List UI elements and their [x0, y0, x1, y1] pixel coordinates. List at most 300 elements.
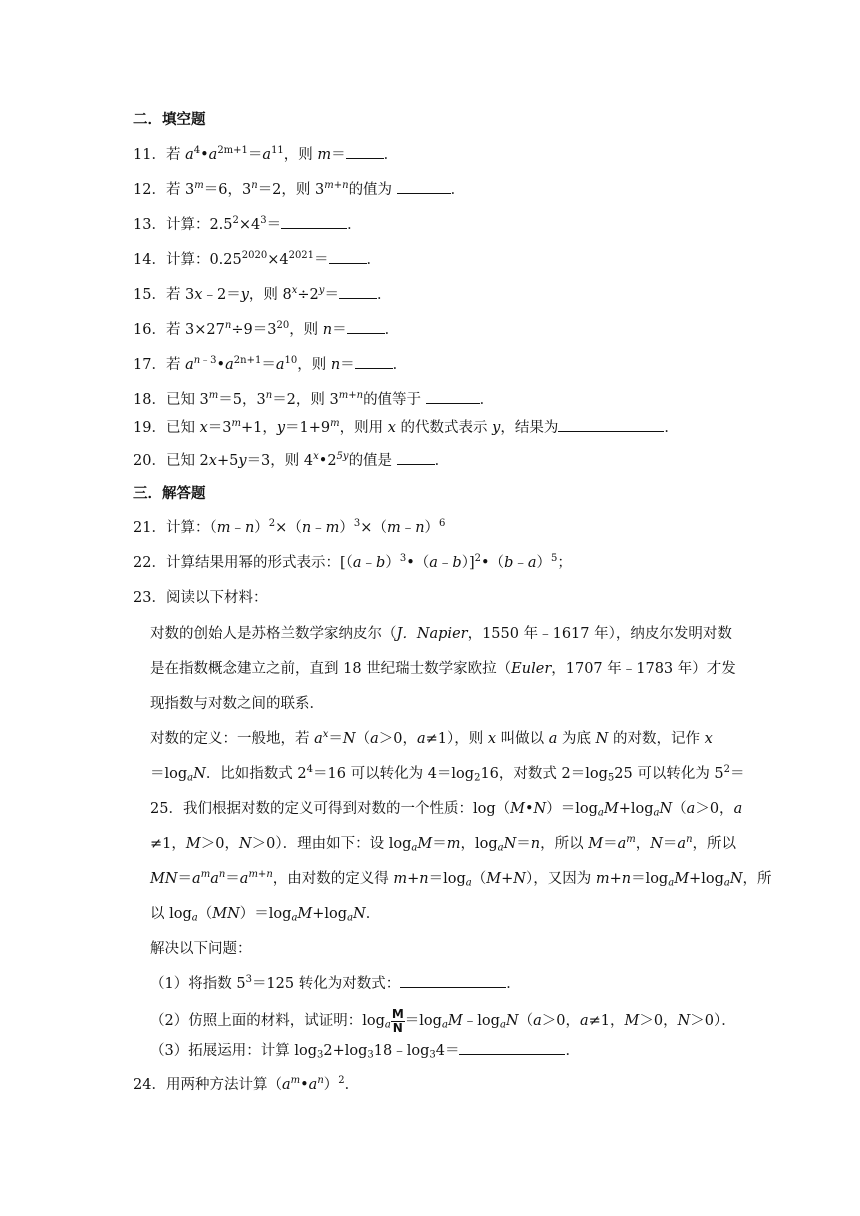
text: ＝ [603, 836, 618, 852]
var-M: M [486, 871, 502, 887]
question-21 [133, 518, 445, 538]
section-heading-fill: 二．填空题 [133, 112, 206, 128]
text: ，log [460, 836, 498, 852]
q-number: 20． [133, 453, 166, 469]
q-text: 若 3 [165, 287, 195, 303]
exp: n [224, 320, 232, 331]
text: 25 可以转化为 5 [614, 766, 724, 782]
text: ，1707 年﹣1783 年）才发 [551, 661, 736, 677]
text: ，由对数的定义得 [272, 871, 394, 887]
q-text: ﹣ [437, 555, 453, 571]
q-text: 计算：0.25 [165, 252, 242, 268]
q-text: ． [347, 217, 362, 233]
q-text: 若 3×27 [165, 322, 225, 338]
exp: n [686, 834, 693, 845]
var-b: b [376, 555, 386, 571]
text: + [609, 871, 622, 887]
exp: m+n [338, 390, 364, 401]
q-number: 24． [133, 1077, 166, 1093]
q-text: ． [434, 453, 450, 469]
var-a: a [192, 871, 201, 887]
exp: 2021 [288, 250, 315, 261]
question-15 [133, 285, 391, 305]
question-23 [133, 588, 267, 608]
exp: 4 [193, 145, 201, 156]
q-number: 23． [133, 590, 166, 606]
text: ＝ [516, 836, 531, 852]
var-a: a [275, 357, 285, 373]
exp: n [265, 390, 273, 401]
var-y: y [492, 420, 501, 436]
q-text: ，则用 [339, 420, 388, 436]
exp: 3 [399, 553, 407, 564]
q-number: 12． [133, 182, 166, 198]
q-text: ＝ [340, 357, 355, 373]
text: ＝16 可以转化为 4＝log [313, 766, 475, 782]
var-m: m [216, 520, 231, 536]
var-N: N [342, 731, 356, 747]
text: ＞0， [378, 731, 417, 747]
text: 以 log [150, 906, 192, 922]
q-text: 若 3 [165, 182, 195, 198]
q-text: ﹣ [311, 520, 326, 536]
q-text: • [216, 357, 226, 373]
var-N: N [503, 836, 517, 852]
text: ，所以 [540, 836, 589, 852]
var-a: a [208, 147, 218, 163]
text: ＞0， [200, 836, 239, 852]
text: ＞0， [541, 1013, 580, 1029]
q-number: 16． [133, 322, 166, 338]
text: （ [355, 731, 371, 747]
exp: 2n+1 [233, 355, 262, 366]
q-number: 22． [133, 555, 166, 571]
subquestion-3 [150, 1041, 580, 1061]
var-y: y [276, 420, 286, 436]
q-text: ＝5，3 [218, 392, 266, 408]
var-m: m [317, 147, 332, 163]
text: ﹣log [462, 1013, 500, 1029]
q-text: ＝2，则 3 [272, 392, 339, 408]
q-text: ×4 [267, 252, 289, 268]
exp: n [251, 180, 258, 191]
var-M: M [624, 1013, 640, 1029]
q-text: ． [384, 322, 400, 338]
text: 18﹣log [373, 1043, 430, 1059]
q-text: ，则 [283, 147, 318, 163]
q-text: 用两种方法计算（ [165, 1077, 282, 1093]
exp: 10 [284, 355, 298, 366]
exp: m [200, 869, 211, 880]
text: ），又因为 [525, 871, 596, 887]
q-text: •（ [481, 555, 505, 571]
q-text: ＝ [332, 322, 347, 338]
section-heading-solve: 三．解答题 [133, 486, 206, 502]
text: ＝log [150, 766, 188, 782]
q-text: 的值是 [348, 453, 397, 469]
exp: 4 [306, 764, 314, 775]
sub: a [411, 842, 418, 854]
exp: 11 [271, 145, 284, 156]
text: （ [471, 871, 487, 887]
q-text: •（ [406, 555, 430, 571]
var-MN: MN [150, 871, 178, 887]
answer-blank [397, 451, 435, 465]
var-a: a [314, 731, 323, 747]
text: ，1550 年﹣1617 年），纳皮尔发明对数 [467, 626, 732, 642]
sub: a [191, 912, 198, 924]
q-text: ÷9＝3 [231, 322, 277, 338]
sub: a [497, 842, 504, 854]
q-text: ，则 [297, 357, 331, 373]
answer-blank [459, 1041, 565, 1055]
text: ，所以 [692, 836, 737, 852]
answer-blank [355, 355, 393, 369]
text: ． [365, 906, 381, 922]
var-N: N [677, 1013, 691, 1029]
sub: 3 [429, 1049, 436, 1061]
text: • [524, 801, 534, 817]
var-M: M [417, 836, 433, 852]
q-text: ，结果为 [500, 420, 559, 436]
sub: a [347, 912, 354, 924]
var-m: m [393, 871, 408, 887]
q-text: ＝3，则 4 [246, 453, 314, 469]
var-a: a [527, 555, 537, 571]
text: （ [518, 1013, 534, 1029]
q-text: ×（ [360, 520, 387, 536]
question-11: 11．若 $a^4•a^{2m+1}=a^{11}$，则 m＝ ． [133, 145, 399, 163]
sub: a [187, 772, 194, 784]
var-a: a [210, 871, 219, 887]
text: 16，对数式 2＝log [480, 766, 608, 782]
question-17 [133, 355, 407, 375]
var-m: m [446, 836, 461, 852]
answer-blank [329, 250, 367, 264]
var-x: x [704, 731, 713, 747]
q-text: ×4 [238, 217, 261, 233]
sub: a [597, 807, 604, 819]
q-text: ×（ [275, 520, 302, 536]
q-text: ． [383, 147, 399, 163]
var-m: m [386, 520, 401, 536]
q-text: 计算结果用幂的形式表示：[（ [165, 555, 353, 571]
question-16 [133, 320, 399, 340]
var-a: a [281, 1077, 291, 1093]
var-b: b [504, 555, 514, 571]
material-line-3: 现指数与对数之间的联系． [150, 696, 324, 712]
var-a: a [352, 555, 362, 571]
text: ＝log [428, 871, 466, 887]
var-a: a [677, 836, 687, 852]
var-n: n [415, 520, 425, 536]
text: ＝ [225, 871, 240, 887]
text: ＞0）． [690, 1013, 736, 1029]
text: ． [565, 1043, 580, 1059]
exp: 2 [232, 215, 239, 226]
text: ≠1， [588, 1013, 625, 1029]
var-a: a [579, 1013, 589, 1029]
q-text: ，则 [289, 322, 323, 338]
question-20 [133, 451, 449, 471]
var-n: n [244, 520, 255, 536]
text: ， [635, 836, 651, 852]
q-text: 若 [165, 147, 186, 163]
question-22 [133, 553, 572, 573]
var-N: N [193, 766, 206, 782]
var-N: N [513, 871, 526, 887]
q-text: ﹣ [361, 555, 377, 571]
fraction-numerator: M [391, 1006, 404, 1021]
exp: 3 [245, 974, 252, 985]
var-M: M [603, 801, 619, 817]
q-text: 已知 2 [165, 453, 209, 469]
var-N: N [650, 836, 663, 852]
q-text: ，则 8 [248, 287, 292, 303]
var-a: a [262, 147, 272, 163]
q-text: ＝6，3 [203, 182, 252, 198]
text: （1）将指数 5 [150, 976, 246, 992]
exp: 2 [723, 764, 731, 775]
var-n: n [621, 871, 632, 887]
text: +log [312, 906, 348, 922]
exp: 2020 [241, 250, 268, 261]
q-text: ﹣ [400, 520, 416, 536]
q-text: +5 [216, 453, 239, 469]
var-y: y [240, 287, 249, 303]
text: +log [689, 871, 724, 887]
q-text: 若 [165, 357, 186, 373]
exp: n [193, 355, 201, 366]
text: ＝ [432, 836, 447, 852]
exp: 20 [276, 320, 290, 331]
sub: 5 [607, 772, 615, 784]
q-text: ﹣2＝ [202, 287, 241, 303]
text: ≠1），则 [425, 731, 488, 747]
material-line-2 [150, 659, 736, 679]
var-a: a [185, 147, 194, 163]
material-line-10: 解决以下问题： [150, 941, 252, 957]
var-n: n [330, 357, 341, 373]
material-line-4 [150, 729, 713, 749]
material-line-7 [150, 834, 736, 854]
sub: a [723, 877, 730, 889]
exp: m+n [248, 869, 273, 880]
exp: 3 [353, 518, 361, 529]
var-M: M [510, 801, 525, 817]
q-text: ． [392, 357, 408, 373]
exp: m [208, 390, 219, 401]
exp: 2 [338, 1075, 345, 1086]
q-text: 的值等于 [363, 392, 426, 408]
exp: 6 [439, 518, 446, 529]
text: ． [506, 976, 521, 992]
text: 25．我们根据对数的定义可得到对数的一个性质：log（ [150, 801, 511, 817]
sub: 3 [367, 1049, 374, 1061]
exp: x [322, 729, 329, 740]
text: （2）仿照上面的材料，试证明：log [150, 1013, 385, 1029]
exp: 3 [260, 215, 267, 226]
q-text: 已知 [165, 420, 200, 436]
exp: 5 [551, 553, 558, 564]
material-line-8 [150, 869, 772, 889]
var-a: a [733, 801, 743, 817]
text: Euler [511, 661, 552, 677]
q-text: ＝2，则 3 [257, 182, 325, 198]
q-number: 19． [133, 420, 166, 436]
var-a: a [429, 555, 438, 571]
text: 4＝ [435, 1043, 460, 1059]
answer-blank [346, 145, 384, 159]
var-x: x [208, 453, 217, 469]
text: 2+log [323, 1043, 368, 1059]
exp: n [218, 869, 226, 880]
var-M: M [447, 1013, 463, 1029]
exp: m [194, 180, 204, 191]
fraction-m-over-n [391, 1008, 405, 1035]
text: （ [672, 801, 687, 817]
var-a: a [416, 731, 426, 747]
exp: 2m+1 [217, 145, 248, 156]
answer-blank [426, 390, 480, 404]
exp: m+n [324, 180, 349, 191]
q-text: ） [254, 520, 269, 536]
sub: a [499, 1019, 506, 1031]
q-text: ． [376, 287, 392, 303]
q-text: ÷2 [297, 287, 319, 303]
var-M: M [297, 906, 313, 922]
var-M: M [588, 836, 604, 852]
text: （ [197, 906, 213, 922]
q-number: 15． [133, 287, 166, 303]
text: 对数的创始人是苏格兰数学家纳皮尔（ [150, 626, 397, 642]
text: +log [618, 801, 654, 817]
material-line-6 [150, 799, 742, 819]
question-18 [133, 390, 494, 410]
var-b: b [452, 555, 462, 571]
var-x: x [194, 287, 203, 303]
text: + [501, 871, 514, 887]
text: ）＝log [239, 906, 292, 922]
var-a: a [686, 801, 696, 817]
var-a: a [239, 871, 249, 887]
var-a: a [617, 836, 627, 852]
exp: x [313, 451, 319, 462]
q-number: 17． [133, 357, 166, 373]
answer-blank [400, 974, 506, 988]
var-N: N [595, 731, 609, 747]
q-text: ＝ [324, 287, 339, 303]
material-line-9 [150, 904, 380, 924]
question-19 [133, 418, 679, 438]
var-x: x [487, 731, 497, 747]
q-text: ； [557, 555, 572, 571]
question-13 [133, 215, 362, 235]
var-n: n [301, 520, 312, 536]
var-N: N [505, 1013, 519, 1029]
subquestion-1 [150, 974, 521, 994]
q-text: ． [366, 252, 382, 268]
exp: 2 [268, 518, 276, 529]
q-text: ﹣ [230, 520, 245, 536]
q-text: ） [385, 555, 400, 571]
var-MN: MN [212, 906, 240, 922]
q-text: ＝3 [207, 420, 232, 436]
answer-blank [397, 180, 451, 194]
var-N: N [659, 801, 673, 817]
text: ＝log [404, 1013, 442, 1029]
sub: a [291, 912, 298, 924]
var-a: a [533, 1013, 542, 1029]
q-text: 阅读以下材料： [165, 590, 268, 606]
sub: a [441, 1019, 448, 1031]
var-m: m [595, 871, 610, 887]
var-a: a [308, 1077, 318, 1093]
sub: 3 [316, 1049, 324, 1061]
text: J．Napier [396, 626, 468, 642]
text: ＞0）．理由如下：设 log [251, 836, 412, 852]
q-number: 13． [133, 217, 166, 233]
text: ）＝log [546, 801, 598, 817]
var-a: a [548, 731, 558, 747]
q-text: ＝ [266, 217, 282, 233]
q-number: 14． [133, 252, 166, 268]
q-text: ） [339, 520, 354, 536]
text: 叫做以 [496, 731, 549, 747]
text: ＞0， [695, 801, 734, 817]
answer-blank [558, 418, 664, 432]
answer-blank [339, 285, 377, 299]
sub: a [668, 877, 675, 889]
q-text: +1， [240, 420, 277, 436]
var-x: x [387, 420, 396, 436]
var-N: N [533, 801, 547, 817]
exp: m [231, 418, 241, 429]
q-text: 计算：（ [165, 520, 217, 536]
answer-blank [347, 320, 385, 334]
sub: a [653, 807, 660, 819]
text: ＝ [730, 766, 745, 782]
exp: m [330, 418, 340, 429]
exp: m [290, 1075, 301, 1086]
q-text: ） [536, 555, 552, 571]
q-text: ＝ [261, 357, 276, 373]
exp: y [318, 285, 325, 296]
var-a: a [225, 357, 234, 373]
text: + [407, 871, 420, 887]
exp: x [291, 285, 298, 296]
q-text: ） [323, 1077, 339, 1093]
var-m: m [325, 520, 340, 536]
exp: ﹣3 [200, 355, 217, 366]
var-M: M [185, 836, 201, 852]
exp: m [626, 834, 636, 845]
q-text: ． [450, 182, 466, 198]
subquestion-2 [150, 1006, 736, 1036]
text: ＝ [328, 731, 343, 747]
q-text: ＝1+9 [285, 420, 331, 436]
material-line-5 [150, 764, 745, 784]
q-text: 的值为 [348, 182, 397, 198]
question-14 [133, 250, 381, 270]
q-text: ＝ [314, 252, 329, 268]
q-text: ﹣ [513, 555, 528, 571]
text: ＝125 转化为对数式： [251, 976, 401, 992]
question-24 [133, 1075, 359, 1095]
text: 是在指数概念建立之前，直到 18 世纪瑞士数学家欧拉（ [150, 661, 512, 677]
var-N: N [729, 871, 743, 887]
q-text: ． [344, 1077, 360, 1093]
